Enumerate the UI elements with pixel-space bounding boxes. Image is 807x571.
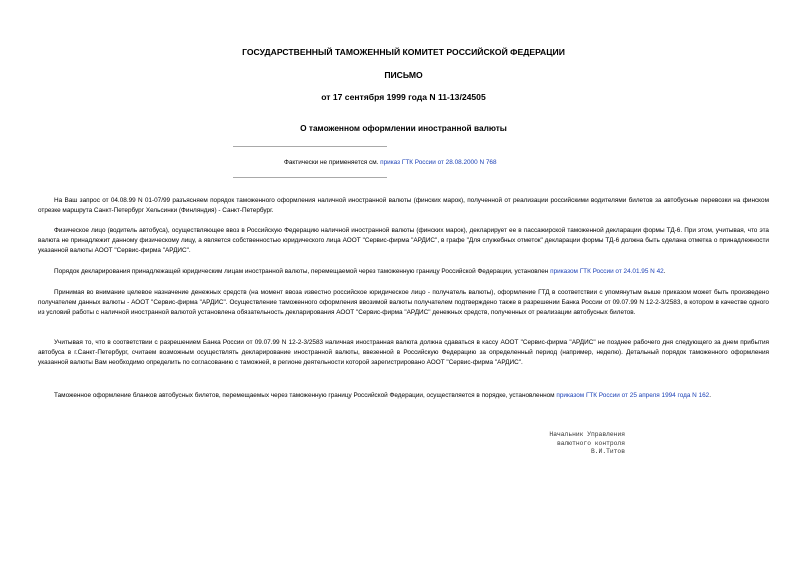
order-162-link[interactable]: приказом ГТК России от 25 апреля 1994 года N 162 (556, 392, 710, 399)
paragraph-6 (38, 391, 769, 401)
order-42-link[interactable]: приказом ГТК России от 24.01.95 N 42 (550, 268, 664, 275)
paragraph-3-end: . (663, 268, 666, 275)
issuing-authority: ГОСУДАРСТВЕННЫЙ ТАМОЖЕННЫЙ КОМИТЕТ РОССИЙСКОЙ ФЕДЕРАЦИИ (242, 47, 565, 57)
paragraph-2: Физическое лицо (водитель автобуса), осуществляющее ввоз в Российскую Федерацию наличной иностранной валюты (финских марок), декларирует ее в пассажирской таможенной декларации формы ТД-6. При этом, учитывая, что эта валюта не принадлежит данному физическому лицу, а является собственностью юридического лица АООТ "Сервис-фирма "АРДИС", в графе "Для служебных отметок" декларации формы ТД-6 должна быть сделана отметка о принадлежности указанной валюты АООТ "Сервис-фирма "АРДИС". (38, 227, 769, 255)
divider-bottom (233, 177, 387, 178)
paragraph-1: На Ваш запрос от 04.08.99 N 01-07/99 разъясняем порядок таможенного оформления наличной иностранной валюты (финских марок), полученной от реализации российскими водителями билетов за автобусные перевозки на финском отрезке маршрута Санкт-Петербург Хельсинки (Финляндия) - Санкт-Петербург. (38, 197, 769, 215)
paragraph-3 (38, 267, 769, 277)
signature-department: валютного контроля (556, 439, 625, 447)
signature-block (470, 431, 625, 457)
status-note (284, 158, 497, 167)
document-type: ПИСЬМО (384, 70, 423, 80)
signature-name: В.И.Титов (590, 448, 625, 456)
paragraph-4: Принимая во внимание целевое назначение денежных средств (на момент ввоза известно российское юридическое лицо - получатель валюты), оформление ГТД в соответствии с упомянутым выше приказом может быть произведено получателем данных валюты - АООТ "Сервис-фирма "АРДИС". Осуществление таможенного оформления ввозимой валюты получателем подтверждено также в разрешении Банка России от 09.07.99 N 12-2-3/2583, в котором в качестве одного из условий работы с наличной иностранной валютой установлена обязательность декларирования АООТ "Сервис-фирма "АРДИС" денежных средств, полученных от реализации автобусных билетов. (38, 289, 769, 317)
paragraph-3-text: Порядок декларирования принадлежащей юридическим лицам иностранной валюты, перемещаемой через таможенную границу Российской Федерации, установлен (54, 268, 551, 275)
signature-position: Начальник Управления (549, 431, 625, 438)
document-subject: О таможенном оформлении иностранной валюты (300, 123, 507, 133)
paragraph-5: Учитывая то, что в соответствии с разрешением Банка России от 09.07.99 N 12-2-3/2583 наличная иностранная валюта должна сдаваться в кассу АООТ "Сервис-фирма "АРДИС" не позднее рабочего дня следующего за днем прибытия автобуса в г.Санкт-Петербург, считаем возможным осуществлять декларирование иностранной валюты, ввезенной в Российскую Федерацию за определенный период (например, неделю). Детальный порядок таможенного оформления указанной валюты Вам необходимо определить по согласованию с таможней, в регионе деятельности которой зарегистрировано АООТ "Сервис-фирма "АРДИС". (38, 339, 769, 367)
paragraph-6-end: . (709, 392, 712, 399)
divider-top (233, 146, 387, 147)
status-note-text: Фактически не применяется см. (284, 159, 381, 166)
status-note-link[interactable]: приказ ГТК России от 28.08.2000 N 768 (380, 159, 497, 166)
document-date-number: от 17 сентября 1999 года N 11-13/24505 (321, 92, 486, 102)
paragraph-6-text: Таможенное оформление бланков автобусных билетов, перемещаемых через таможенную границу Российской Федерации, осуществляется в порядке, установленном (54, 392, 557, 399)
